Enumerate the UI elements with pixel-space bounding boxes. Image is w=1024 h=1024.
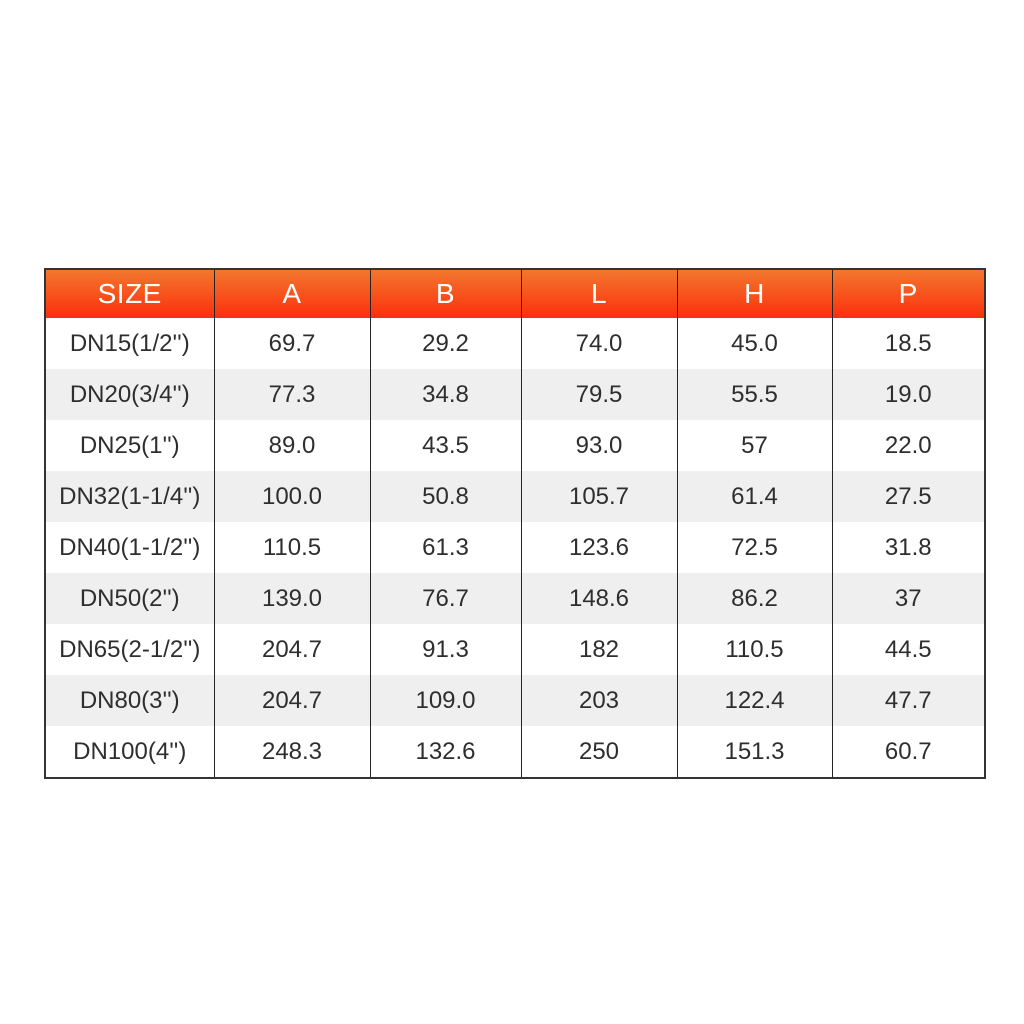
value-cell: 123.6 [521, 522, 677, 573]
value-cell: 250 [521, 726, 677, 778]
size-cell: DN32(1-1/4'') [45, 471, 214, 522]
table-header [45, 269, 985, 318]
value-cell: 93.0 [521, 420, 677, 471]
value-cell: 60.7 [832, 726, 985, 778]
value-cell: 122.4 [677, 675, 832, 726]
value-cell: 44.5 [832, 624, 985, 675]
table-body [45, 318, 985, 778]
value-cell: 74.0 [521, 318, 677, 369]
value-cell: 105.7 [521, 471, 677, 522]
value-cell: 182 [521, 624, 677, 675]
size-cell: DN100(4'') [45, 726, 214, 778]
size-cell: DN80(3'') [45, 675, 214, 726]
value-cell: 55.5 [677, 369, 832, 420]
column-header: H [677, 269, 832, 318]
value-cell: 79.5 [521, 369, 677, 420]
value-cell: 204.7 [214, 624, 370, 675]
value-cell: 45.0 [677, 318, 832, 369]
dimension-spec-table [44, 268, 986, 779]
value-cell: 72.5 [677, 522, 832, 573]
table-row [45, 522, 985, 573]
value-cell: 91.3 [370, 624, 521, 675]
value-cell: 37 [832, 573, 985, 624]
value-cell: 76.7 [370, 573, 521, 624]
value-cell: 43.5 [370, 420, 521, 471]
value-cell: 109.0 [370, 675, 521, 726]
column-header: P [832, 269, 985, 318]
table-row [45, 471, 985, 522]
value-cell: 89.0 [214, 420, 370, 471]
size-cell: DN50(2'') [45, 573, 214, 624]
value-cell: 34.8 [370, 369, 521, 420]
size-cell: DN20(3/4'') [45, 369, 214, 420]
table-row [45, 624, 985, 675]
value-cell: 22.0 [832, 420, 985, 471]
value-cell: 100.0 [214, 471, 370, 522]
size-cell: DN25(1'') [45, 420, 214, 471]
value-cell: 61.3 [370, 522, 521, 573]
table-row [45, 369, 985, 420]
value-cell: 47.7 [832, 675, 985, 726]
value-cell: 27.5 [832, 471, 985, 522]
value-cell: 18.5 [832, 318, 985, 369]
value-cell: 50.8 [370, 471, 521, 522]
table-row [45, 726, 985, 778]
value-cell: 19.0 [832, 369, 985, 420]
value-cell: 31.8 [832, 522, 985, 573]
value-cell: 77.3 [214, 369, 370, 420]
table-row [45, 573, 985, 624]
size-cell: DN15(1/2'') [45, 318, 214, 369]
table-row [45, 318, 985, 369]
table-row [45, 420, 985, 471]
value-cell: 69.7 [214, 318, 370, 369]
value-cell: 248.3 [214, 726, 370, 778]
value-cell: 57 [677, 420, 832, 471]
value-cell: 203 [521, 675, 677, 726]
column-header: L [521, 269, 677, 318]
header-row [45, 269, 985, 318]
value-cell: 110.5 [214, 522, 370, 573]
table-row [45, 675, 985, 726]
value-cell: 29.2 [370, 318, 521, 369]
column-header: A [214, 269, 370, 318]
value-cell: 86.2 [677, 573, 832, 624]
value-cell: 132.6 [370, 726, 521, 778]
column-header: SIZE [45, 269, 214, 318]
column-header: B [370, 269, 521, 318]
value-cell: 139.0 [214, 573, 370, 624]
value-cell: 61.4 [677, 471, 832, 522]
value-cell: 204.7 [214, 675, 370, 726]
value-cell: 151.3 [677, 726, 832, 778]
size-cell: DN65(2-1/2'') [45, 624, 214, 675]
value-cell: 110.5 [677, 624, 832, 675]
value-cell: 148.6 [521, 573, 677, 624]
size-cell: DN40(1-1/2'') [45, 522, 214, 573]
